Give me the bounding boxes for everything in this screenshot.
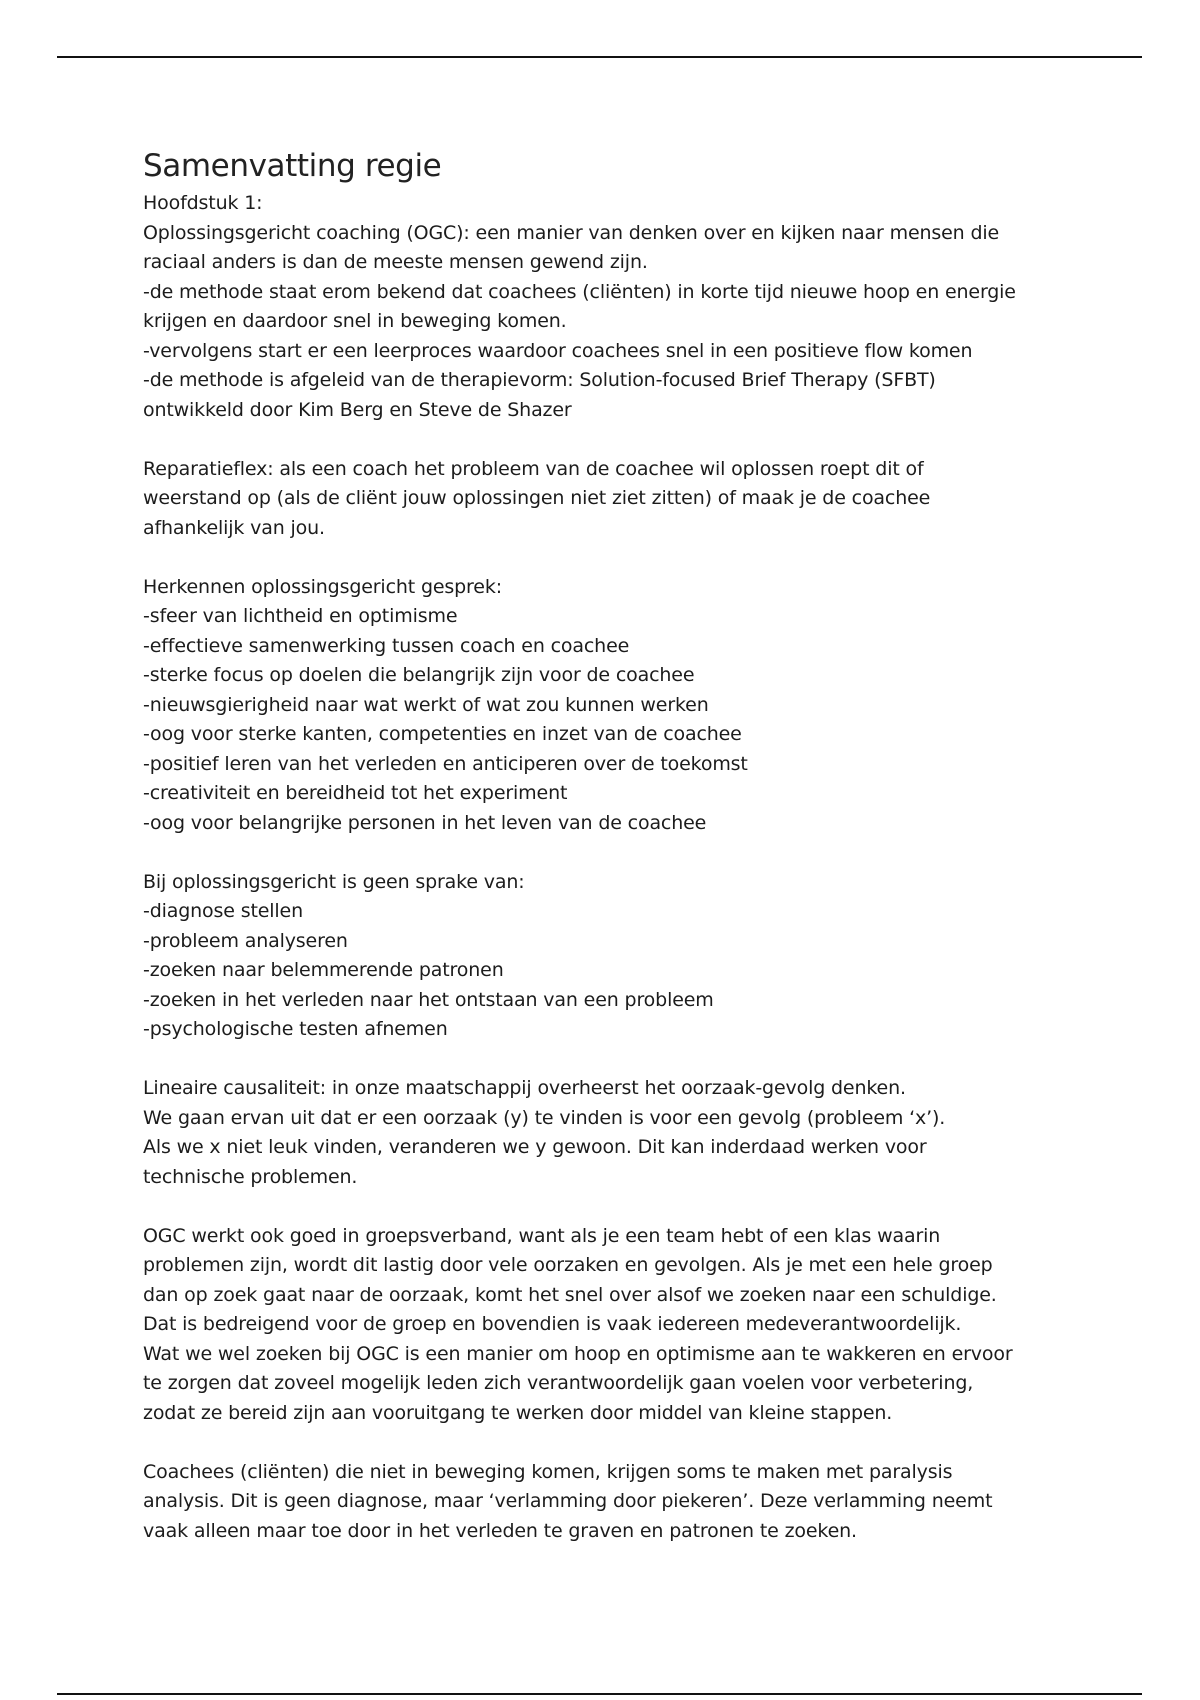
text-line: vaak alleen maar toe door in het verleden te graven en patronen te zoeken. xyxy=(143,1519,857,1542)
text-line: -creativiteit en bereidheid tot het experiment xyxy=(143,782,568,804)
text-line: Herkennen oplossingsgericht gesprek: xyxy=(143,575,502,598)
paragraph xyxy=(143,1074,1103,1192)
top-rule xyxy=(57,56,1142,58)
text-line: ontwikkeld door Kim Berg en Steve de Shazer xyxy=(143,398,572,421)
paragraph xyxy=(143,1222,1103,1429)
text-line: -de methode staat erom bekend dat coachees (cliënten) in korte tijd nieuwe hoop en energie xyxy=(143,280,1016,303)
text-line: dan op zoek gaat naar de oorzaak, komt het snel over alsof we zoeken naar een schuldige. xyxy=(143,1283,997,1306)
text-line: weerstand op (als de cliënt jouw oplossingen niet ziet zitten) of maak je de coachee xyxy=(143,487,931,509)
text-line: Hoofdstuk 1: xyxy=(143,192,263,214)
document-body xyxy=(143,189,1103,1546)
text-line: -de methode is afgeleid van de therapievorm: Solution-focused Brief Therapy (SFBT) xyxy=(143,369,936,391)
paragraph xyxy=(143,573,1103,839)
text-line: analysis. Dit is geen diagnose, maar ‘verlamming door piekeren’. Deze verlamming neemt xyxy=(143,1490,993,1512)
paragraph-gap xyxy=(143,838,1103,868)
text-line: technische problemen. xyxy=(143,1165,358,1188)
paragraph-gap xyxy=(143,425,1103,455)
page-title: Samenvatting regie xyxy=(143,148,442,184)
paragraph xyxy=(143,189,1103,425)
text-line: Reparatieflex: als een coach het probleem van de coachee wil oplossen roept dit of xyxy=(143,457,924,480)
text-line: afhankelijk van jou. xyxy=(143,516,325,539)
text-line: -diagnose stellen xyxy=(143,900,303,922)
text-line: -sfeer van lichtheid en optimisme xyxy=(143,605,458,627)
text-line: Lineaire causaliteit: in onze maatschappij overheerst het oorzaak-gevolg denken. xyxy=(143,1077,906,1099)
paragraph-gap xyxy=(143,1428,1103,1458)
text-line: krijgen en daardoor snel in beweging komen. xyxy=(143,310,567,332)
bottom-rule xyxy=(57,1693,1142,1695)
paragraph xyxy=(143,455,1103,544)
text-line: Coachees (cliënten) die niet in beweging komen, krijgen soms te maken met paralysis xyxy=(143,1460,953,1483)
text-line: -zoeken in het verleden naar het ontstaan van een probleem xyxy=(143,988,714,1011)
text-line: -sterke focus op doelen die belangrijk zijn voor de coachee xyxy=(143,664,695,686)
text-line: -nieuwsgierigheid naar wat werkt of wat zou kunnen werken xyxy=(143,693,709,716)
text-line: Bij oplossingsgericht is geen sprake van: xyxy=(143,870,525,893)
document-page xyxy=(143,145,1103,1546)
text-line: -oog voor belangrijke personen in het leven van de coachee xyxy=(143,811,707,834)
text-line: Dat is bedreigend voor de groep en bovendien is vaak iedereen medeverantwoordelijk. xyxy=(143,1313,962,1335)
paragraph-gap xyxy=(143,1045,1103,1075)
text-line: zodat ze bereid zijn aan vooruitgang te werken door middel van kleine stappen. xyxy=(143,1401,893,1424)
text-line: -effectieve samenwerking tussen coach en coachee xyxy=(143,634,630,657)
paragraph xyxy=(143,868,1103,1045)
text-line: OGC werkt ook goed in groepsverband, want als je een team hebt of een klas waarin xyxy=(143,1224,941,1247)
paragraph xyxy=(143,1458,1103,1547)
text-line: -positief leren van het verleden en anticiperen over de toekomst xyxy=(143,752,748,775)
text-line: problemen zijn, wordt dit lastig door vele oorzaken en gevolgen. Als je met een hele groep xyxy=(143,1254,993,1276)
text-line: -psychologische testen afnemen xyxy=(143,1018,448,1040)
text-line: -probleem analyseren xyxy=(143,929,348,952)
text-line: raciaal anders is dan de meeste mensen gewend zijn. xyxy=(143,251,648,273)
text-line: Wat we wel zoeken bij OGC is een manier om hoop en optimisme aan te wakkeren en ervoor xyxy=(143,1342,1013,1365)
text-line: Als we x niet leuk vinden, veranderen we y gewoon. Dit kan inderdaad werken voor xyxy=(143,1136,927,1158)
text-line: -zoeken naar belemmerende patronen xyxy=(143,959,504,981)
text-line: te zorgen dat zoveel mogelijk leden zich verantwoordelijk gaan voelen voor verbetering, xyxy=(143,1372,974,1394)
text-line: Oplossingsgericht coaching (OGC): een manier van denken over en kijken naar mensen die xyxy=(143,221,1000,244)
paragraph-gap xyxy=(143,543,1103,573)
paragraph-gap xyxy=(143,1192,1103,1222)
text-line: -oog voor sterke kanten, competenties en inzet van de coachee xyxy=(143,723,742,745)
text-line: We gaan ervan uit dat er een oorzaak (y) te vinden is voor een gevolg (probleem ‘x’). xyxy=(143,1106,946,1129)
text-line: -vervolgens start er een leerproces waardoor coachees snel in een positieve flow komen xyxy=(143,339,973,362)
